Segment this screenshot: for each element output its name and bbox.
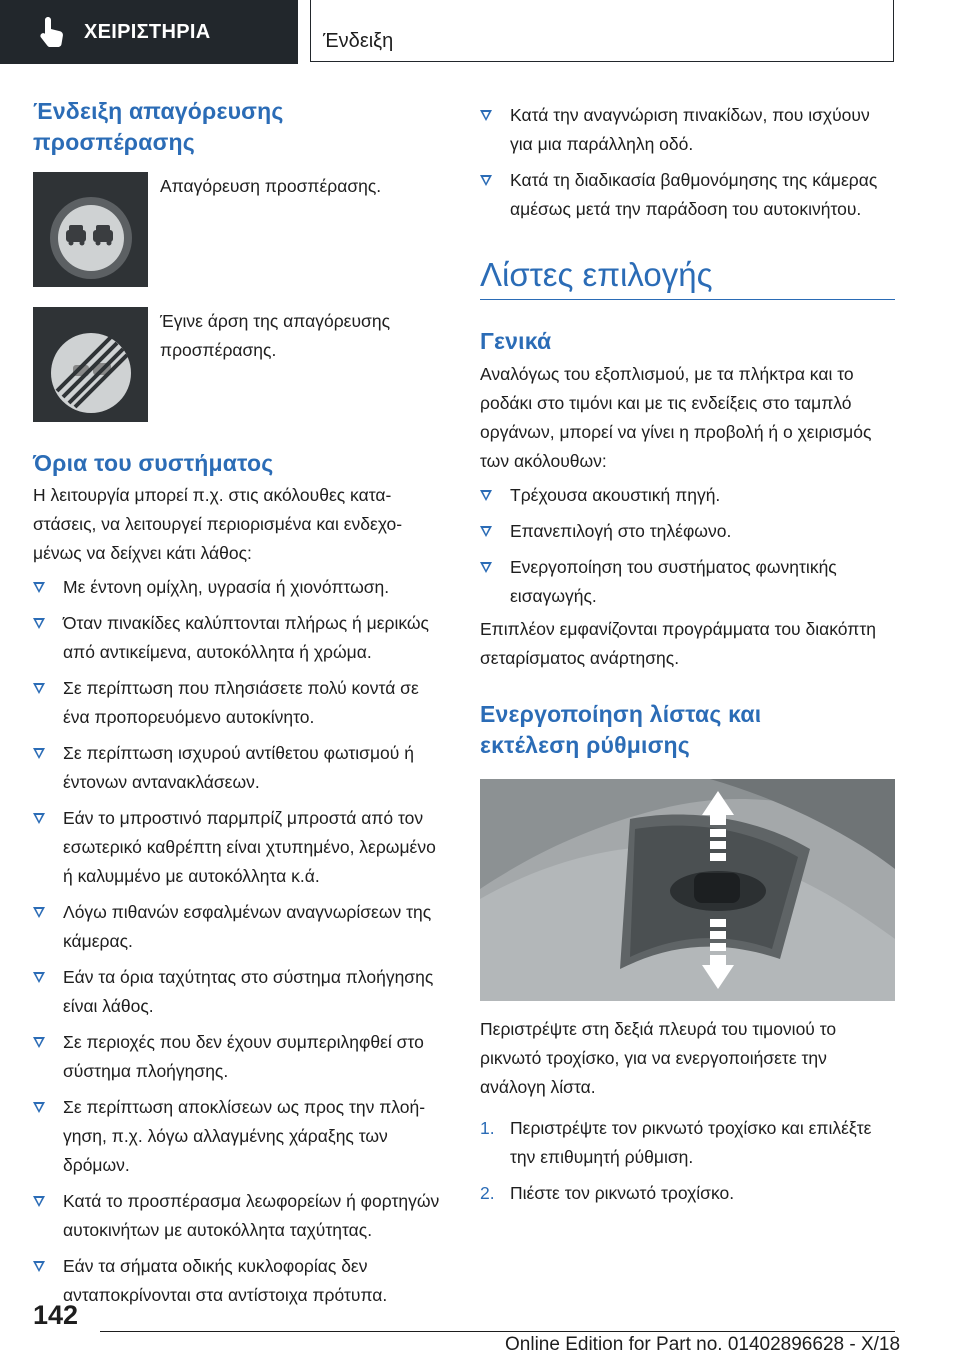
triangle-bullet-icon [33, 748, 45, 759]
breadcrumb: Ένδειξη [323, 30, 394, 52]
triangle-bullet-icon [33, 813, 45, 824]
breadcrumb-box [310, 0, 894, 62]
header-section [0, 0, 298, 64]
steps-list [480, 1114, 895, 1208]
list-item: Σε περίπτωση ισχυρού αντίθετου φωτισμού ή έντονων αντανακλάσεων. [33, 739, 443, 797]
step-number: 2. [480, 1183, 495, 1203]
step-item: 1. Περιστρέψτε τον ρικνωτό τροχίσκο και επιλέξτε την επιθυμητή ρύθμιση. [480, 1114, 895, 1172]
heading-no-overtaking: Ένδειξη απαγόρευσης προσπέρασης [33, 98, 284, 155]
triangle-bullet-icon [480, 175, 492, 186]
list-item: Κατά τη διαδικασία βαθμονόμησης της κάμερας αμέσως μετά την παράδοση του αυτοκινήτου. [480, 166, 895, 224]
heading-activate-list: Ενεργοποίηση λίστας και εκτέλεση ρύθμισης [480, 701, 762, 758]
sign-row-1 [33, 172, 443, 287]
footer-rule [100, 1331, 895, 1332]
list-item: Εάν το μπροστινό παρμπρίζ μπροστά από τον εσωτερικό καθρέπτη είναι χτυπημένο, λερωμένο ή καλυμμένο με αυτοκόλλητα κ.ά. [33, 804, 443, 891]
triangle-bullet-icon [33, 972, 45, 983]
triangle-bullet-icon [33, 1196, 45, 1207]
right-column [480, 96, 895, 1208]
sign-row-2 [33, 307, 443, 422]
list-item: Κατά την αναγνώριση πινακίδων, που ισχύουν για μια παράλληλη οδό. [480, 101, 895, 159]
triangle-bullet-icon [33, 1261, 45, 1272]
chapter-rule [480, 299, 895, 300]
triangle-bullet-icon [33, 1102, 45, 1113]
hand-pointer-icon [38, 15, 68, 49]
triangle-bullet-icon [480, 526, 492, 537]
general-after: Επιπλέον εμφανίζονται προγράμματα του διακόπτη σεταρίσματος ανάρτησης. [480, 619, 876, 668]
sign2-caption: Έγινε άρση της απαγόρευσης προσπέρασης. [160, 311, 391, 360]
list-item: Ενεργοποίηση του συστήματος φωνητικής εισαγωγής. [480, 553, 895, 611]
triangle-bullet-icon [33, 907, 45, 918]
triangle-bullet-icon [33, 618, 45, 629]
triangle-bullet-icon [480, 110, 492, 121]
list-item: Λόγω πιθανών εσφαλμένων αναγνωρίσεων της κάμερας. [33, 898, 443, 956]
list-item: Εάν τα σήματα οδικής κυκλοφορίας δεν ανταποκρίνονται στα αντίστοιχα πρότυπα. [33, 1252, 443, 1310]
list-item: Επανεπιλογή στο τηλέφωνο. [480, 517, 895, 546]
general-text: Αναλόγως του εξοπλισμού, με τα πλήκτρα και το ροδάκι στο τιμόνι και με τις ενδείξεις στο ταμπλό οργάνων, μπορεί να γίνει η προβολή ή ο χειρισμός των ακόλουθων: [480, 364, 872, 471]
photo-caption: Περιστρέψτε στη δεξιά πλευρά του τιμονιού το ρικνωτό τροχίσκο, για να ενεργοποιήσετε την ανάλογη λίστα. [480, 1019, 837, 1097]
heading-system-limits: Όρια του συστήματος [33, 450, 274, 476]
limits-list-cont [480, 101, 895, 224]
limits-list [33, 573, 443, 1310]
step-number: 1. [480, 1118, 495, 1138]
left-column [33, 96, 443, 1310]
steering-wheel-photo [480, 779, 895, 1001]
list-item: Όταν πινακίδες καλύπτονται πλήρως ή μερικώς από αντικείμενα, αυτοκόλλητα ή χρώμα. [33, 609, 443, 667]
footer-edition: Online Edition for Part no. 01402896628 - X/18 [505, 1334, 901, 1355]
heading-general: Γενικά [480, 328, 552, 354]
sign1-caption: Απαγόρευση προσπέρασης. [160, 176, 382, 196]
triangle-bullet-icon [33, 1037, 45, 1048]
general-list [480, 481, 895, 611]
end-no-overtaking-sign-image [33, 307, 148, 422]
triangle-bullet-icon [480, 562, 492, 573]
no-overtaking-sign-image [33, 172, 148, 287]
no-overtaking-sign-icon [33, 172, 148, 287]
list-item: Τρέχουσα ακουστική πηγή. [480, 481, 895, 510]
triangle-bullet-icon [480, 490, 492, 501]
list-item: Εάν τα όρια ταχύτητας στο σύστημα πλοήγησης είναι λάθος. [33, 963, 443, 1021]
step-item: 2. Πιέστε τον ρικνωτό τροχίσκο. [480, 1179, 895, 1208]
section-title: ΧΕΙΡΙΣΤΗΡΙΑ [84, 20, 211, 43]
chapter-title: Λίστες επιλογής [480, 256, 713, 293]
limits-intro: Η λειτουργία μπορεί π.χ. στις ακόλουθες καταστάσεις, να λειτουργεί περιορισμένα και ενδεχομένως να δείχνει κάτι λάθος: [33, 485, 403, 563]
steering-wheel-roller-icon [480, 779, 895, 1001]
list-item: Με έντονη ομίχλη, υγρασία ή χιονόπτωση. [33, 573, 443, 602]
list-item: Σε περίπτωση αποκλίσεων ως προς την πλοήγηση, π.χ. λόγω αλλαγμένης χάραξης των δρόμων. [33, 1093, 443, 1180]
triangle-bullet-icon [33, 683, 45, 694]
page-number: 142 [33, 1300, 79, 1330]
list-item: Κατά το προσπέρασμα λεωφορείων ή φορτηγών αυτοκινήτων με αυτοκόλλητα ταχύτητας. [33, 1187, 443, 1245]
triangle-bullet-icon [33, 582, 45, 593]
end-no-overtaking-sign-icon [33, 307, 148, 422]
list-item: Σε περίπτωση που πλησιάσετε πολύ κοντά σε ένα προπορευόμενο αυτοκίνητο. [33, 674, 443, 732]
list-item: Σε περιοχές που δεν έχουν συμπεριληφθεί στο σύστημα πλοήγησης. [33, 1028, 443, 1086]
